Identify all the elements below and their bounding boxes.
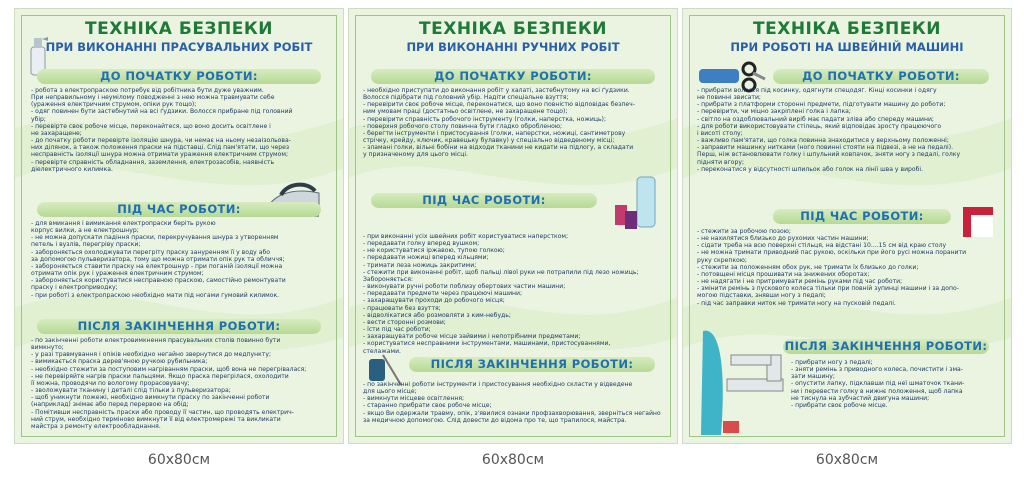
section-after-work-text: - по закінченні роботи електровимкнення прасувальних столів повинно бути вимкнуто; - у разі травмування і опіків необхідно негайно звернутися до медпункту; - вимикається праска дерев'яною ручкою рубильника; - необхідно стежити за поступовим нагріванням праски, щоб вона не перегрівалася; - не перевіряйте нагрів праски пальцями. Якщо праска перегрілася, охолодити її можна, проводячи по вологому прорасовувачу; - зволожувати тканину і деталі слід тільки з пульверизатора; - щоб уникнути пожежі, необхідно вимкнути праску по закінченні роботи (наприклад) знімає або перед перервою на обід; - Помітивши несправність праски або проводу її частин, що проводять електрич- ний струм, необхідно терміново вимкнути її від електромережі та викликати майстра з ремонту електрообладнання.	[31, 337, 307, 430]
poster-sewing-machine	[682, 8, 1012, 444]
size-caption: 60х80см	[147, 452, 211, 468]
section-during-work-text: - для вмикання і вимикання електропраски беріть рукою корпус вилки, а не електрошнур; - не можна допускати падіння праски, перекручування шнура з утворенням петель і вузлів, перегріву праски; - забороняється охолоджувати перегріту праску зануренням її у воду або за допомогою пульверизатора, тому що можна отримати опік рук та обличчя; - забороняється ставити праску на електрошнур - при поганій ізоляції можна отримати опік рук і ураження електричним струмом; - забороняється користуватися несправною праскою, самостійно ремонтувати праску і електроприводку; - при роботі з електропраскою необхідно мати під ногами гумовий килимок.	[31, 220, 286, 299]
section-before-work: ДО ПОЧАТКУ РОБОТИ:	[37, 69, 321, 84]
section-after-work-text: - по закінченні роботи інструменти і пристосування необхідно скласти у відведене для цього місце; - вимкнути місцеве освітлення; - старанно прибрати своє робоче місце; - якщо Ви одержали травму, опік, з'явилися ознаки профзахворювання, зверніться негайно за медичною допомогою. Слід довести до відома про те, що трапилося, майстра.	[363, 381, 661, 424]
thread-spools-icon	[611, 175, 663, 233]
section-during-work-text: - при виконанні усіх швейних робіт користуватися наперстком; - передавати голку вперед вушком; - не користуватися іржавою, тупою голкою; - передавати ножиці вперед кільцями; - тримати леза ножиць закритими; - стежити при виконанні робіт, щоб пальці лівої руки не потрапили під лезо ножиць; Забороняється: - виконувати ручні роботи поблизу обертових частин машини; - передавати предмети через працюючі машини; - захаращувати проходи до робочого місця; - працювати без взуття; - відволікатися або розмовляти з ким-небудь; - вести сторонні розмови; - їсти під час роботи; - захаращувати робоче місце зайвими і непотрібними предметами; - користуватися несправними інструментами, машинами, пристосуваннями, стелажами.	[363, 233, 639, 355]
sewing-machine-icon	[697, 325, 785, 437]
section-after-work: ПІСЛЯ ЗАКІНЧЕННЯ РОБОТИ:	[784, 339, 988, 353]
section-during-work: ПІД ЧАС РОБОТИ:	[371, 193, 597, 208]
section-before-work: ДО ПОЧАТКУ РОБОТИ:	[773, 69, 989, 84]
poster-hand-work	[348, 8, 678, 444]
poster-subtitle: ПРИ ВИКОНАННІ ПРАСУВАЛЬНИХ РОБІТ	[45, 40, 313, 54]
section-after-work: ПІСЛЯ ЗАКІНЧЕННЯ РОБОТИ:	[409, 357, 655, 372]
size-caption: 60х80см	[815, 452, 879, 468]
size-caption: 60х80см	[481, 452, 545, 468]
section-before-work-text: - прибрати волосся під косинку, одягнути спецодяг. Кінці косинки і одягу не повинні звисати; - прибрати з платформи сторонні предмети, підготувати машину до роботи; - перевірити, чи міцно закріплені голка і лапка; - світло на оздоблювальний виріб має падати зліва або спереду машини; - для роботи використовувати стілець, який відповідає зросту працюючого і висоті столу; - важливо пам'ятати, що голка повинна знаходитися у верхньому положенні; - заправити машинку нитками (ного повинні стояти на підвезі, а не на педалі). Перш, ніж встановлювати голку і шпульний ковпачок, зняти ногу з педалі, голку підняти вгору; - переконатися у відсутності шпильок або голок на лінії шва у виробі.	[697, 87, 961, 173]
poster-subtitle: ПРИ ВИКОНАННІ РУЧНИХ РОБІТ	[406, 40, 620, 54]
poster-title: ТЕХНІКА БЕЗПЕКИ	[753, 19, 941, 39]
section-before-work: ДО ПОЧАТКУ РОБОТИ:	[371, 69, 655, 84]
poster-title: ТЕХНІКА БЕЗПЕКИ	[85, 19, 273, 39]
section-before-work-text: - необхідно приступати до виконання робіт у халаті, застебнутому на всі ґудзики. Волосся підібрати під головний убір. Надіти спеціальне взуття; - перевірити своє робоче місце, переконатися, що воно повністю відповідає безпеч- ним умовам праці (достатньо освітлене, не захаращене тощо); - перевірити справність робочого інструменту (голки, наперстка, ножиць); - поверхня робочого столу повинна бути гладко обробленою; - берегти інструменти і пристосування (голки, наперстки, ножиці, сантиметрову стрічку, крейду, ключик, кравецьку булавку) у спеціально відведеному місці; - зламані голки, вільні бобіни на відходи тканини не кидати на підлогу, а складати у призначеному для цього місці.	[363, 87, 635, 159]
section-after-work-text: - прибрати ногу з педалі; - зняти ремінь з приводного колеса, почистити і зма- зати машину; - опустити лапку, підклавши під неї шматочок ткани- ни і перевести голку в нижнє положення, щоб лапка не тиснула на зубчастий двигуна машини; - прибрати своє робоче місце.	[791, 359, 965, 409]
poster-title: ТЕХНІКА БЕЗПЕКИ	[419, 19, 607, 39]
section-during-work: ПІД ЧАС РОБОТИ:	[773, 209, 951, 224]
poster-subtitle: ПРИ РОБОТІ НА ШВЕЙНІЙ МАШИНІ	[730, 40, 964, 54]
section-during-work: ПІД ЧАС РОБОТИ:	[37, 202, 321, 217]
section-during-work-text: - стежити за робочою позою; - не нахилятися близько до рухомих частин машини; - сідати треба на всю поверхні стільця, на відстані 10....15 см від краю столу - не можна тримати приводний пас рукою, оскільки при його русі можна поранити руку скрепкою; - стежити за положенням обох рук, не тримати їх близько до голки; - потовщені місця прошивати на знижених оборотах; - не надягати і не притримувати ремінь руками під час роботи; - змінити ремінь з пускового колеса тільки при повній зупинці машини і за допо- могою підставки, знявши ногу з педалі; - під час заправки ниток не тримати ногу на пусковій педалі.	[697, 228, 967, 307]
section-after-work: ПІСЛЯ ЗАКІНЧЕННЯ РОБОТИ:	[37, 319, 321, 334]
section-before-work-text: - робота з електропраскою потребує від робітника бути дуже уважним. При неправильному і неумілому поводженні з нею можна травмувати себе (ураження електричним струмом, опіки рук тощо); - одяг повинен бути застебнутий на всі ґудзики. Волосся прибране під головний убір; - перевірте своє робоче місце, переконайтеся, що воно досить освітлене і не захаращене; - до початку роботи перевірте ізоляцію шнура, чи немає на ньому незаізольова- них ділянок, а також положення праски на підставці. Слід пам'ятати, що через несправність ізоляції шнура можна отримати ураження електричним струмом; - перевірте справність обладнання, заземлення, електрозасобів, наявність діелектричного килимка.	[31, 87, 293, 173]
poster-ironing	[14, 8, 344, 444]
